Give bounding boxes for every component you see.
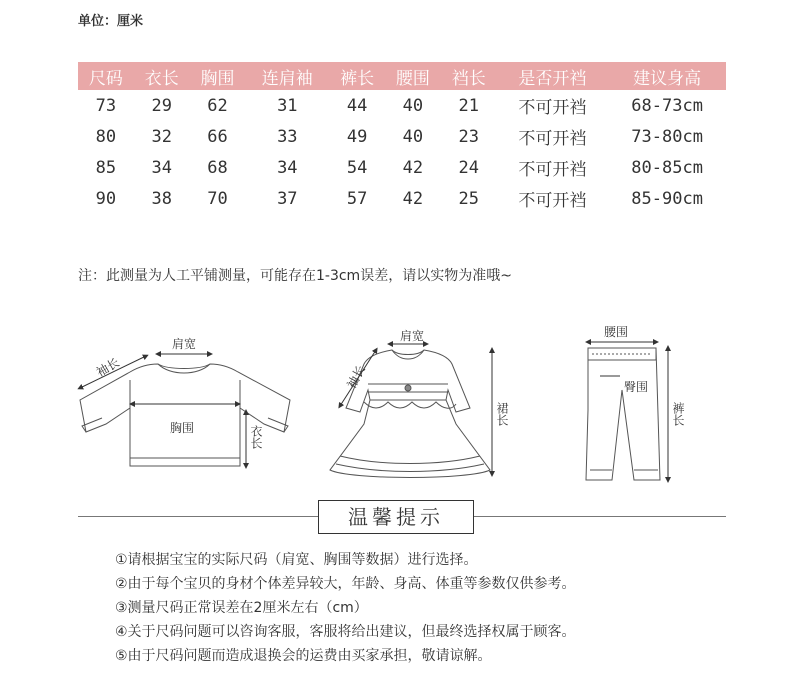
table-row [78,121,726,152]
dress-sleeve-label: 袖长 [344,363,369,391]
table-cell: 不可开裆 [518,160,587,180]
measurement-note: 注：此测量为人工平铺测量，可能存在1-3cm误差，请以实物为准哦~ [78,268,512,284]
table-cell: 85 [95,157,117,178]
table-row [78,183,726,214]
table-cell: 73-80cm [631,126,703,147]
tip-item: ②由于每个宝贝的身材个体差异较大，年龄、身高、体重等参数仅供参考。 [115,576,576,592]
table-cell: 73 [95,95,117,116]
shirt-sleeve-label: 袖长 [94,355,122,380]
table-cell: 不可开裆 [518,129,587,149]
header-open-crotch: 是否开裆 [497,62,609,90]
header-size: 尺码 [78,62,134,90]
tips-list [115,548,576,668]
header-pants-length: 裤长 [329,62,385,90]
table-cell: 34 [277,157,298,178]
table-header-row [78,62,726,90]
header-chest: 胸围 [190,62,246,90]
table-cell: 66 [207,126,228,147]
pants-hip-label: 臀围 [624,380,649,394]
table-cell: 33 [277,126,298,147]
table-cell: 57 [346,188,368,209]
table-cell: 24 [458,157,479,178]
table-row [78,152,726,183]
table-cell: 21 [458,95,479,116]
table-cell: 44 [346,95,368,116]
table-cell: 42 [402,157,424,178]
table-cell: 54 [346,157,368,178]
header-height: 建议身高 [608,62,726,90]
tips-title: 温馨提示 [318,500,474,534]
table-cell: 40 [402,95,424,116]
table-cell: 42 [402,188,424,209]
table-cell: 23 [458,126,479,147]
table-cell: 80-85cm [631,157,703,178]
table-row [78,90,726,121]
table-cell: 90 [95,188,117,209]
unit-label: 单位：厘米 [78,14,144,29]
header-crotch: 裆长 [441,62,497,90]
header-length: 衣长 [134,62,190,90]
shirt-shoulder-label: 肩宽 [172,337,197,351]
shirt-chest-label: 胸围 [170,421,195,435]
dress-shoulder-label: 肩宽 [400,329,425,343]
divider-right [474,516,726,517]
tip-item: ③测量尺码正常误差在2厘米左右（cm） [115,600,368,616]
pants-length-label: 裤长 [671,402,685,426]
tip-item: ①请根据宝宝的实际尺码（肩宽、胸围等数据）进行选择。 [115,552,478,568]
tip-item: ⑤由于尺码问题而造成退换会的运费由买家承担，敬请谅解。 [115,648,492,664]
measurement-diagrams [0,320,790,500]
table-cell: 37 [277,188,298,209]
table-cell: 32 [151,126,172,147]
table-cell: 31 [277,95,298,116]
table-cell: 68 [207,157,228,178]
table-cell: 85-90cm [631,188,703,209]
table-cell: 80 [95,126,117,147]
table-cell: 25 [458,188,479,209]
dress-length-label: 裙长 [495,402,509,426]
table-cell: 70 [207,188,228,209]
table-cell: 68-73cm [631,95,703,116]
pants-waist-label: 腰围 [604,325,629,339]
table-cell: 不可开裆 [518,191,587,211]
tip-item: ④关于尺码问题可以咨询客服，客服将给出建议，但最终选择权属于顾客。 [115,624,576,640]
table-cell: 34 [151,157,172,178]
divider-left [78,516,318,517]
table-cell: 38 [151,188,172,209]
header-waist: 腰围 [385,62,441,90]
table-cell: 49 [346,126,368,147]
table-cell: 不可开裆 [518,98,587,118]
table-cell: 40 [402,126,424,147]
table-cell: 29 [151,95,172,116]
table-cell: 62 [207,95,228,116]
pants-diagram [586,342,668,480]
header-shoulder-sleeve: 连肩袖 [245,62,329,90]
size-table [78,62,726,214]
shirt-length-label: 衣长 [249,425,263,449]
